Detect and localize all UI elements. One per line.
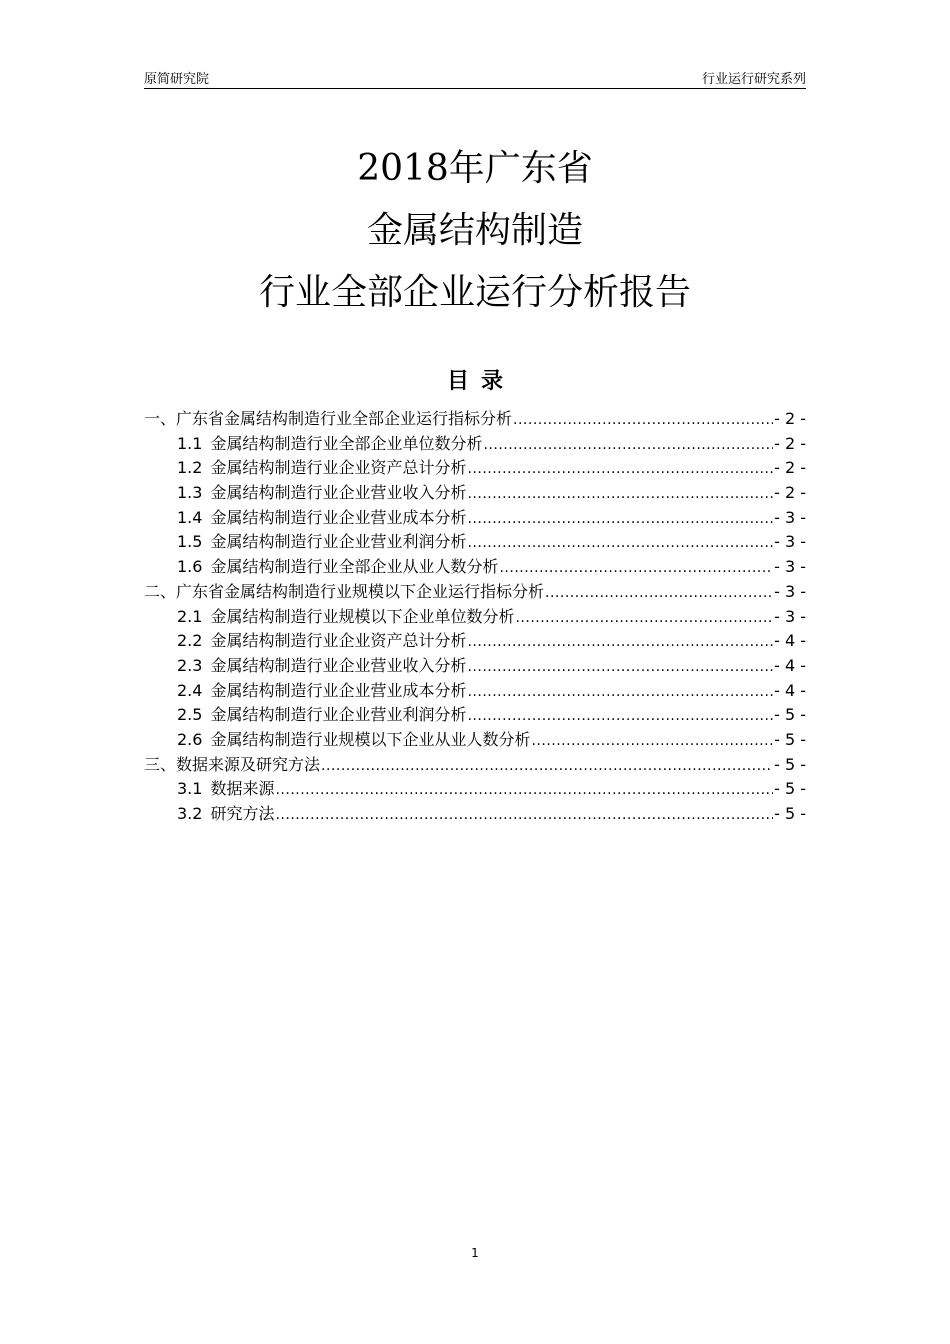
toc-leader-dots (467, 482, 773, 506)
toc-leader-dots (275, 803, 773, 827)
toc-entry-number: 2.6 (177, 729, 203, 749)
toc-entry-number: 1.3 (177, 483, 203, 503)
toc-entry[interactable] (144, 456, 806, 481)
toc-entry-number: 3.1 (177, 779, 203, 799)
toc-leader-dots (467, 457, 773, 481)
toc-entry-text: 金属结构制造行业规模以下企业从业人数分析 (210, 729, 531, 749)
toc-entry[interactable] (144, 555, 806, 580)
toc-entry-number: 1.6 (177, 557, 203, 577)
toc-entry-text: 金属结构制造行业全部企业单位数分析 (210, 433, 483, 453)
toc-leader-dots (467, 680, 773, 704)
toc-entry-text: 金属结构制造行业企业营业收入分析 (210, 483, 467, 503)
toc-entry[interactable] (144, 703, 806, 728)
toc-entry-page: - 5 - (774, 705, 806, 725)
page-header (144, 66, 806, 89)
header-org-name: 原简研究院 (144, 72, 210, 87)
toc-heading: 目录 (446, 369, 515, 394)
toc-entry-text: 二、广东省金属结构制造行业规模以下企业运行指标分析 (144, 581, 545, 601)
toc-entry-text: 数据来源 (210, 779, 275, 799)
toc-entry-page: - 4 - (774, 680, 806, 700)
toc-leader-dots (321, 754, 773, 778)
toc-entry-text: 金属结构制造行业全部企业从业人数分析 (210, 557, 499, 577)
toc-leader-dots (545, 581, 773, 605)
toc-entry[interactable] (144, 777, 806, 802)
toc-entry-text: 金属结构制造行业企业营业利润分析 (210, 532, 467, 552)
toc-entry-number: 1.4 (177, 507, 203, 527)
toc-entry[interactable] (144, 679, 806, 704)
toc-entry-page: - 2 - (774, 483, 806, 503)
toc-entry[interactable] (144, 605, 806, 630)
toc-entry[interactable] (144, 432, 806, 457)
toc-entry-page: - 5 - (774, 754, 806, 774)
toc-entry-text: 金属结构制造行业企业资产总计分析 (210, 458, 467, 478)
toc-entry-text: 金属结构制造行业企业营业利润分析 (210, 705, 467, 725)
toc-leader-dots (467, 630, 773, 654)
table-of-contents (144, 407, 806, 827)
toc-entry-page: - 4 - (774, 655, 806, 675)
toc-entry-text: 金属结构制造行业企业营业成本分析 (210, 507, 467, 527)
toc-entry-page: - 5 - (774, 804, 806, 823)
toc-entry-text: 金属结构制造行业企业资产总计分析 (210, 631, 467, 651)
toc-entry-number: 2.2 (177, 631, 203, 651)
toc-entry-number: 1.5 (177, 532, 203, 552)
toc-leader-dots (515, 606, 773, 630)
page-number: 1 (471, 1246, 479, 1260)
toc-entry-number: 2.1 (177, 606, 203, 626)
toc-entry-number: 2.3 (177, 655, 203, 675)
toc-leader-dots (467, 655, 773, 679)
toc-leader-dots (467, 704, 773, 728)
toc-entry-text: 金属结构制造行业规模以下企业单位数分析 (210, 606, 515, 626)
toc-leader-dots (513, 408, 773, 432)
toc-leader-dots (467, 507, 773, 531)
toc-entry-text: 研究方法 (210, 804, 275, 823)
toc-entry[interactable] (144, 506, 806, 531)
toc-entry[interactable] (144, 407, 806, 432)
toc-entry-number: 1.1 (177, 433, 203, 453)
toc-entry-page: - 5 - (774, 779, 806, 799)
toc-entry-number: 1.2 (177, 458, 203, 478)
toc-leader-dots (275, 778, 773, 802)
toc-entry-page: - 3 - (774, 557, 806, 577)
toc-entry[interactable] (144, 481, 806, 506)
title-line-3: 行业全部企业运行分析报告 (258, 272, 691, 313)
title-line-2: 金属结构制造 (366, 210, 583, 251)
toc-entry[interactable] (144, 580, 806, 605)
toc-entry[interactable] (144, 530, 806, 555)
header-series-name: 行业运行研究系列 (701, 72, 806, 87)
toc-entry-page: - 5 - (774, 729, 806, 749)
toc-entry[interactable] (144, 629, 806, 654)
toc-entry-page: - 4 - (774, 631, 806, 651)
toc-entry-text: 一、广东省金属结构制造行业全部企业运行指标分析 (144, 409, 513, 428)
toc-leader-dots (499, 556, 773, 580)
toc-entry-page: - 3 - (774, 532, 806, 552)
toc-entry-page: - 3 - (774, 581, 806, 601)
toc-entry-text: 金属结构制造行业企业营业成本分析 (210, 680, 467, 700)
toc-entry[interactable] (144, 654, 806, 679)
toc-entry[interactable] (144, 728, 806, 753)
toc-entry-page: - 2 - (774, 458, 806, 478)
toc-entry-number: 3.2 (177, 804, 203, 823)
toc-entry-page: - 3 - (774, 507, 806, 527)
toc-entry-page: - 2 - (774, 409, 806, 428)
toc-entry-text: 金属结构制造行业企业营业收入分析 (210, 655, 467, 675)
document-title (0, 138, 950, 324)
toc-entry-number: 2.5 (177, 705, 203, 725)
toc-leader-dots (531, 729, 773, 753)
toc-entry[interactable] (144, 802, 806, 827)
title-line-1: 2018年广东省 (357, 148, 593, 189)
toc-entry-page: - 3 - (774, 606, 806, 626)
toc-entry[interactable] (144, 753, 806, 778)
toc-leader-dots (467, 531, 773, 555)
toc-entry-text: 三、数据来源及研究方法 (144, 754, 321, 774)
toc-leader-dots (483, 433, 773, 457)
toc-entry-number: 2.4 (177, 680, 203, 700)
toc-entry-page: - 2 - (774, 433, 806, 453)
